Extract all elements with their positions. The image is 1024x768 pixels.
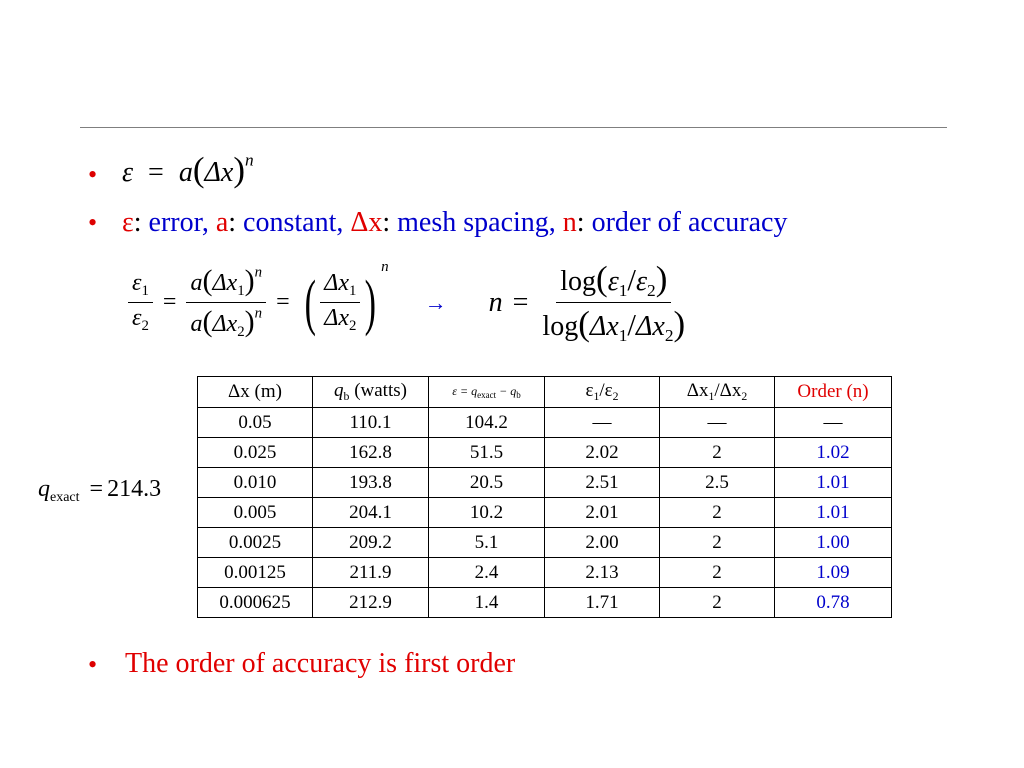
title-divider-line (80, 127, 947, 128)
delta-x: Δx (324, 270, 350, 297)
def-n: n (562, 207, 577, 238)
eps2: ε (635, 265, 648, 297)
sub-1: 1 (237, 283, 245, 300)
bullet-marker: • (88, 650, 98, 679)
dx-ratio-sub1: 1 (708, 390, 715, 404)
def-colon: : (228, 207, 237, 238)
cell-eps-ratio: 2.00 (545, 528, 660, 558)
delta-x: Δx (324, 305, 350, 331)
cell-eps-ratio: 1.71 (545, 588, 660, 618)
dx-ratio-slash: /Δx (714, 379, 742, 401)
epsilon-symbol: ε (122, 157, 134, 188)
constant-a: a (178, 157, 193, 188)
log-label: log (560, 265, 597, 297)
cell-dx-ratio: 2 (660, 528, 775, 558)
cell-err: 2.4 (429, 558, 545, 588)
cell-order: 1.09 (775, 558, 892, 588)
sub-1: 1 (618, 280, 628, 300)
cell-dx: 0.010 (198, 468, 313, 498)
cell-dx-ratio: 2 (660, 498, 775, 528)
def-dx: Δx (350, 207, 383, 238)
implies-arrow: → (424, 289, 447, 315)
header-order: Order (n) (775, 377, 892, 408)
cell-err: 104.2 (429, 408, 545, 438)
log-label: log (542, 311, 579, 342)
big-close-paren: ) (365, 268, 377, 337)
delta-x: Δx (212, 311, 238, 337)
bullet-marker: • (88, 160, 98, 189)
cell-dx: 0.000625 (198, 588, 313, 618)
sub-2: 2 (141, 318, 149, 335)
cell-err: 20.5 (429, 468, 545, 498)
cell-err: 1.4 (429, 588, 545, 618)
eps-ratio-sub1: 1 (593, 390, 600, 404)
cell-dx: 0.05 (198, 408, 313, 438)
big-open-paren: ( (304, 268, 316, 337)
table-row (198, 408, 892, 438)
exponent-n: n (254, 305, 263, 322)
exponent-n: n (381, 259, 389, 275)
err-minus: − q (496, 383, 517, 398)
order-formula-fraction: $\frac{\log(\varepsilon_1/\varepsilon_2)}{\log(\Delta x_1/\Delta x_2)}$ (542, 258, 686, 346)
equals-sign: = (512, 286, 529, 318)
table-row (198, 588, 892, 618)
cell-order: 1.00 (775, 528, 892, 558)
eps-ratio-fraction (128, 270, 153, 334)
eps1: ε (132, 270, 142, 297)
qb-symbol: q (334, 379, 344, 401)
cell-eps-ratio: 2.13 (545, 558, 660, 588)
q-exact-number: 214.3 (107, 476, 162, 502)
def-mesh: mesh spacing, (390, 207, 556, 238)
equals-sign: = (162, 289, 177, 315)
ratio-equation (128, 255, 689, 350)
equals-sign: = (148, 157, 164, 188)
def-colon: : (382, 207, 391, 238)
sub-2: 2 (647, 280, 656, 300)
constant-a: a (190, 270, 203, 297)
def-order: order of accuracy (584, 207, 788, 238)
err-sub-b: b (516, 390, 521, 401)
cell-dx-ratio: 2 (660, 558, 775, 588)
sub-1: 1 (141, 283, 149, 300)
conclusion-text: The order of accuracy is first order (125, 648, 516, 679)
header-error (429, 377, 545, 408)
sub-1: 1 (349, 283, 357, 300)
cell-qb: 110.1 (313, 408, 429, 438)
header-qb (313, 377, 429, 408)
eps1: ε (607, 265, 619, 297)
def-error: error, (141, 207, 209, 238)
qb-subscript: b (343, 390, 350, 404)
q-symbol: q (38, 476, 50, 502)
dx-ratio-fraction (320, 270, 360, 334)
header-eps-ratio (545, 377, 660, 408)
eps-ratio-slash: /ε (599, 379, 613, 401)
qb-unit: (watts) (354, 379, 407, 401)
table-header-row (198, 377, 892, 408)
eps2: ε (132, 305, 142, 331)
cell-err: 5.1 (429, 528, 545, 558)
a-dx-ratio-fraction: $\frac{a(\Delta x_1)^n}{a(\Delta x_2)^n}$ (186, 264, 266, 340)
error-model-equation (122, 150, 254, 190)
delta-x: Δx (204, 157, 234, 188)
cell-dx: 0.0025 (198, 528, 313, 558)
close-paren: ) (233, 150, 246, 189)
cell-dx-ratio: — (660, 408, 775, 438)
sub-2: 2 (237, 324, 245, 341)
header-dx: Δx (m) (198, 377, 313, 408)
cell-eps-ratio: 2.51 (545, 468, 660, 498)
exponent-n: n (254, 265, 263, 282)
equals-sign: = (276, 289, 290, 315)
cell-qb: 162.8 (313, 438, 429, 468)
header-dx-ratio (660, 377, 775, 408)
cell-err: 10.2 (429, 498, 545, 528)
def-eps: ε (122, 207, 134, 238)
dx-ratio-1: Δx (686, 379, 709, 401)
table-row (198, 438, 892, 468)
eps-ratio-1: ε (585, 379, 594, 401)
cell-dx-ratio: 2 (660, 588, 775, 618)
def-colon: : (133, 207, 142, 238)
cell-err: 51.5 (429, 438, 545, 468)
cell-eps-ratio: — (545, 408, 660, 438)
dx-ratio-sub2: 2 (741, 390, 748, 404)
q-exact-value (38, 476, 161, 506)
cell-eps-ratio: 2.02 (545, 438, 660, 468)
cell-eps-ratio: 2.01 (545, 498, 660, 528)
sub-2: 2 (349, 318, 357, 335)
sub-2: 2 (664, 326, 674, 346)
eps-ratio-sub2: 2 (612, 390, 619, 404)
open-paren: ( (192, 150, 205, 189)
cell-dx: 0.025 (198, 438, 313, 468)
delta-x: Δx (635, 311, 665, 342)
cell-qb: 204.1 (313, 498, 429, 528)
exponent-n: n (245, 150, 254, 170)
cell-qb: 193.8 (313, 468, 429, 498)
cell-dx-ratio: 2 (660, 438, 775, 468)
cell-dx: 0.005 (198, 498, 313, 528)
n-symbol: n (488, 286, 503, 318)
definitions-line (122, 207, 787, 239)
def-colon: : (576, 207, 585, 238)
convergence-table (197, 376, 892, 618)
cell-order: 0.78 (775, 588, 892, 618)
cell-qb: 212.9 (313, 588, 429, 618)
table-row (198, 468, 892, 498)
def-a: a (215, 207, 229, 238)
cell-qb: 209.2 (313, 528, 429, 558)
table-row (198, 498, 892, 528)
cell-order: 1.01 (775, 498, 892, 528)
err-expr: ε = q (452, 383, 478, 398)
q-subscript: exact (50, 489, 80, 505)
constant-a: a (190, 311, 203, 337)
bullet-marker: • (88, 208, 98, 237)
cell-order: — (775, 408, 892, 438)
table-row (198, 528, 892, 558)
cell-qb: 211.9 (313, 558, 429, 588)
cell-dx: 0.00125 (198, 558, 313, 588)
delta-x: Δx (589, 311, 619, 342)
cell-dx-ratio: 2.5 (660, 468, 775, 498)
sub-1: 1 (618, 326, 628, 346)
cell-order: 1.01 (775, 468, 892, 498)
err-sub-exact: exact (477, 390, 497, 401)
cell-order: 1.02 (775, 438, 892, 468)
table-row (198, 558, 892, 588)
equals-sign: = (89, 476, 104, 502)
delta-x: Δx (212, 270, 238, 297)
def-constant: constant, (236, 207, 344, 238)
